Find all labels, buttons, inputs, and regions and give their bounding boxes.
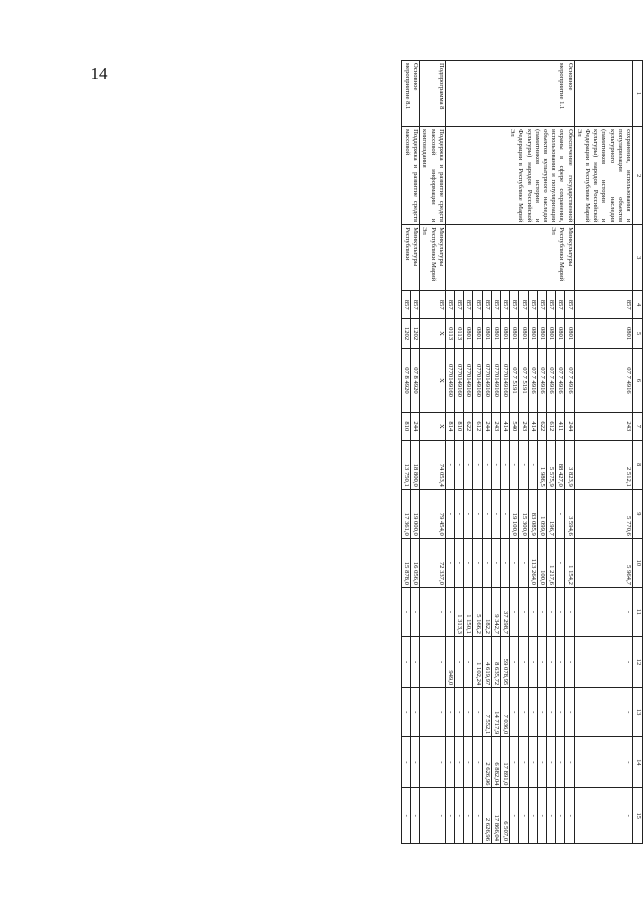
cell: 07 7 4916: [565, 348, 574, 412]
cell: 411: [556, 412, 565, 440]
cell: -: [410, 636, 419, 687]
cell: -: [510, 788, 519, 844]
cell: 0801: [519, 319, 528, 349]
cell-empty: [574, 61, 632, 127]
cell: -: [464, 538, 473, 587]
cell: -: [420, 688, 446, 737]
cell: -: [500, 489, 509, 538]
cell: 814: [445, 412, 454, 440]
cell: -: [445, 489, 454, 538]
cell: 1 217,6: [546, 538, 555, 587]
cell: -: [546, 688, 555, 737]
cell: -: [546, 788, 555, 844]
cell: -: [574, 737, 632, 788]
cell: 612: [473, 412, 482, 440]
cell: 3 823,9: [565, 440, 574, 489]
cell: -: [574, 636, 632, 687]
cell: -: [528, 737, 537, 788]
cell: 0801: [565, 319, 574, 349]
cell: -: [556, 737, 565, 788]
cell: 72 337,0: [420, 538, 446, 587]
cell: -: [473, 788, 482, 844]
row-label: Подпрограмма 8: [420, 61, 446, 127]
cell: 182,2: [482, 587, 491, 636]
cell: 196,7: [546, 489, 555, 538]
cell: -: [473, 688, 482, 737]
table-row: [565, 61, 574, 844]
cell: 414: [500, 412, 509, 440]
cell: -: [556, 688, 565, 737]
cell: 2 512,1: [574, 440, 632, 489]
cell: 0770149160: [491, 348, 500, 412]
cell: 19 000,0: [410, 489, 419, 538]
cell: 18 800,0: [410, 440, 419, 489]
cell: X: [420, 348, 446, 412]
cell: 622: [464, 412, 473, 440]
cell: 0801: [464, 319, 473, 349]
cell: -: [464, 440, 473, 489]
col-header: 13: [633, 688, 643, 737]
cell: -: [482, 440, 491, 489]
cell: -: [491, 489, 500, 538]
cell: -: [519, 788, 528, 844]
col-header: 1: [633, 61, 643, 127]
cell: -: [473, 737, 482, 788]
cell: -: [528, 788, 537, 844]
cell: -: [556, 538, 565, 587]
cell: X: [420, 319, 446, 349]
cell: 59 078,95: [500, 636, 509, 687]
cell: 74 053,4: [420, 440, 446, 489]
cell: 0113: [454, 319, 463, 349]
cell: -: [445, 788, 454, 844]
cell: -: [528, 587, 537, 636]
cell: -: [473, 440, 482, 489]
col-header: 7: [633, 412, 643, 440]
cell: -: [401, 688, 410, 737]
cell: -: [454, 489, 463, 538]
cell: -: [464, 788, 473, 844]
cell: 810: [401, 412, 410, 440]
cell: -: [556, 788, 565, 844]
cell: 857: [473, 291, 482, 319]
cell: 0770149160: [454, 348, 463, 412]
cell: 07 7 4916: [537, 348, 546, 412]
cell: -: [574, 788, 632, 844]
cell: 1 099,0: [537, 489, 546, 538]
cell: -: [491, 538, 500, 587]
cell: -: [420, 737, 446, 788]
header-row: [633, 61, 643, 844]
cell-empty: [574, 225, 632, 291]
cell: -: [519, 737, 528, 788]
cell: -: [420, 788, 446, 844]
cell: -: [445, 737, 454, 788]
cell: -: [482, 538, 491, 587]
cell: 07 7 4916: [546, 348, 555, 412]
cell: -: [410, 737, 419, 788]
responsible-executor: Минкультуры Республики: [401, 225, 419, 291]
cell: 244: [410, 412, 419, 440]
cell: 0770149160: [445, 348, 454, 412]
cell: -: [519, 440, 528, 489]
col-header: 14: [633, 737, 643, 788]
row-description: Поддержка и развитие средств массовой: [401, 127, 419, 225]
cell: 612: [546, 412, 555, 440]
cell: 857: [464, 291, 473, 319]
cell: -: [510, 636, 519, 687]
cell: 244: [565, 412, 574, 440]
cell: -: [482, 489, 491, 538]
cell: 4 619,97: [482, 636, 491, 687]
cell: 0801: [482, 319, 491, 349]
cell: -: [420, 636, 446, 687]
cell: 07 7 4916: [574, 348, 632, 412]
col-header: 4: [633, 291, 643, 319]
cell: 0770149160: [482, 348, 491, 412]
cell: 857: [454, 291, 463, 319]
cell: -: [565, 688, 574, 737]
cell: 5 964,7: [574, 538, 632, 587]
cell: 857: [445, 291, 454, 319]
cell: -: [537, 587, 546, 636]
cell: -: [464, 688, 473, 737]
cell: 2 626,96: [482, 788, 491, 844]
cell: -: [454, 538, 463, 587]
cell: -: [473, 538, 482, 587]
cell: -: [556, 489, 565, 538]
cell: -: [519, 538, 528, 587]
cell: 100,0: [537, 538, 546, 587]
cell: -: [401, 587, 410, 636]
cell: -: [537, 788, 546, 844]
cell: 0801: [500, 319, 509, 349]
cell: 9 342,7: [491, 587, 500, 636]
table-row: [410, 61, 419, 844]
cell: 243: [574, 412, 632, 440]
cell: 07 7 5191: [519, 348, 528, 412]
cell: -: [556, 636, 565, 687]
col-header: 11: [633, 587, 643, 636]
cell: -: [510, 737, 519, 788]
cell: 0801: [510, 319, 519, 349]
cell: -: [528, 688, 537, 737]
col-header: 5: [633, 319, 643, 349]
cell: 857: [500, 291, 509, 319]
col-header: 10: [633, 538, 643, 587]
cell: 37 298,7: [500, 587, 509, 636]
cell: 857: [482, 291, 491, 319]
cell: 622: [537, 412, 546, 440]
cell: 244: [482, 412, 491, 440]
cell: 07 8 4920: [401, 348, 410, 412]
cell: -: [445, 538, 454, 587]
cell: -: [500, 538, 509, 587]
cell: 1 313,3: [454, 587, 463, 636]
cell: -: [510, 587, 519, 636]
cell: 243: [491, 412, 500, 440]
cell: -: [473, 489, 482, 538]
cell: 07 7 4916: [528, 348, 537, 412]
cell: 07 8 4920: [410, 348, 419, 412]
cell: 857: [519, 291, 528, 319]
cell: -: [528, 440, 537, 489]
cell: -: [445, 688, 454, 737]
cell: 857: [556, 291, 565, 319]
cell: X: [420, 412, 446, 440]
col-header: 9: [633, 489, 643, 538]
cell: -: [454, 737, 463, 788]
col-header: 6: [633, 348, 643, 412]
cell: 0770149160: [473, 348, 482, 412]
cell: 0801: [574, 319, 632, 349]
cell: -: [537, 688, 546, 737]
col-header: 12: [633, 636, 643, 687]
cell: 8 635,72: [491, 636, 500, 687]
cell: -: [464, 737, 473, 788]
cell: 0801: [473, 319, 482, 349]
col-header: 3: [633, 225, 643, 291]
cell: -: [401, 737, 410, 788]
cell: -: [565, 587, 574, 636]
cell: -: [491, 440, 500, 489]
cell: -: [546, 737, 555, 788]
cell: -: [464, 489, 473, 538]
cell: 0113: [445, 319, 454, 349]
cell: 0801: [556, 319, 565, 349]
budget-table: [401, 60, 643, 844]
cell: -: [565, 737, 574, 788]
col-header: 15: [633, 788, 643, 844]
cell: -: [420, 587, 446, 636]
cell: 5 770,6: [574, 489, 632, 538]
cell: -: [454, 788, 463, 844]
cell: -: [546, 636, 555, 687]
cell: 0801: [491, 319, 500, 349]
cell: -: [528, 636, 537, 687]
cell: 857: [401, 291, 410, 319]
cell: 0770149160: [464, 348, 473, 412]
cell: -: [574, 587, 632, 636]
cell: 0770149160: [500, 348, 509, 412]
cell: 857: [410, 291, 419, 319]
cell: -: [519, 688, 528, 737]
cell: 17 866,04: [491, 788, 500, 844]
row-description: Обеспечение государственной охраны в сфере сохранения, использования и популяризации объектов культурного наследия (памятников истории и культуры) народов Российской Федерации в Республике Марий Эл: [445, 127, 574, 225]
cell: 88 427,0: [556, 440, 565, 489]
cell: -: [454, 636, 463, 687]
cell: 5 166,2: [473, 587, 482, 636]
cell: 857: [546, 291, 555, 319]
cell: -: [410, 788, 419, 844]
cell: 949,0: [445, 636, 454, 687]
cell: -: [537, 636, 546, 687]
cell: -: [410, 587, 419, 636]
cell: -: [574, 688, 632, 737]
cell: 243: [519, 412, 528, 440]
cell: 1202: [410, 319, 419, 349]
cell: -: [454, 688, 463, 737]
cell: 83 085,9: [528, 489, 537, 538]
cell: 07 7 5191: [510, 348, 519, 412]
cell: -: [519, 587, 528, 636]
cell: -: [464, 636, 473, 687]
page-number: 14: [90, 64, 108, 83]
cell: 857: [510, 291, 519, 319]
row-label: Основное мероприятие 1.1: [445, 61, 574, 127]
cell: 19 100,0: [510, 489, 519, 538]
table-row: [574, 61, 632, 844]
cell: 857: [565, 291, 574, 319]
cell: 5 575,9: [546, 440, 555, 489]
cell: 1 154,2: [565, 538, 574, 587]
cell: 6 507,0: [500, 788, 509, 844]
col-header: 2: [633, 127, 643, 225]
cell: 857: [420, 291, 446, 319]
cell: -: [510, 440, 519, 489]
cell: 857: [574, 291, 632, 319]
cell: 2 626,96: [482, 737, 491, 788]
cell: 3 594,6: [565, 489, 574, 538]
cell: -: [565, 636, 574, 687]
cell: -: [401, 788, 410, 844]
cell: 6 882,04: [491, 737, 500, 788]
cell: 17 361,0: [401, 489, 410, 538]
cell: -: [401, 636, 410, 687]
cell: -: [510, 688, 519, 737]
cell: 15 878,0: [401, 538, 410, 587]
cell: 14 717,9: [491, 688, 500, 737]
row-description: Поддержка и развитие средств массовой информации и книгоиздания: [420, 127, 446, 225]
cell: -: [454, 440, 463, 489]
cell: 1 150,1: [464, 587, 473, 636]
cell: 1202: [401, 319, 410, 349]
cell: 13 750,1: [401, 440, 410, 489]
cell: 0801: [537, 319, 546, 349]
cell: 7 036,0: [500, 688, 509, 737]
cell: 79 454,0: [420, 489, 446, 538]
cell: 17 891,0: [500, 737, 509, 788]
cell: 16 056,0: [410, 538, 419, 587]
cell: -: [445, 587, 454, 636]
cell: 113 264,0: [528, 538, 537, 587]
cell: 15 300,0: [519, 489, 528, 538]
cell: -: [500, 440, 509, 489]
cell: 1 102,24: [473, 636, 482, 687]
responsible-executor: Минкультуры Республики Марий Эл: [420, 225, 446, 291]
cell: -: [410, 688, 419, 737]
cell: -: [556, 587, 565, 636]
cell: 0801: [546, 319, 555, 349]
cell: 0801: [528, 319, 537, 349]
cell: 7 552,1: [482, 688, 491, 737]
cell: 857: [491, 291, 500, 319]
cell: 857: [528, 291, 537, 319]
cell: 540: [510, 412, 519, 440]
cell: 414: [528, 412, 537, 440]
cell: -: [510, 538, 519, 587]
table-row: [420, 61, 446, 844]
cell: -: [519, 636, 528, 687]
cell: -: [445, 440, 454, 489]
cell: -: [537, 737, 546, 788]
cell: 810: [454, 412, 463, 440]
col-header: 8: [633, 440, 643, 489]
cell: -: [565, 788, 574, 844]
cell: 07 7 4916: [556, 348, 565, 412]
rotated-table-frame: [107, 60, 643, 844]
cell: 1 986,5: [537, 440, 546, 489]
responsible-executor: Минкультуры Республики Марий Эл: [445, 225, 574, 291]
row-label: Основное мероприятие 8.1: [401, 61, 419, 127]
cell: 857: [537, 291, 546, 319]
continued-description: сохранения, использования и популяризации объектов культурного наследия (памятников истории и культуры) народов Российской Федерации в Республике Марий Эл: [574, 127, 632, 225]
cell: -: [546, 587, 555, 636]
